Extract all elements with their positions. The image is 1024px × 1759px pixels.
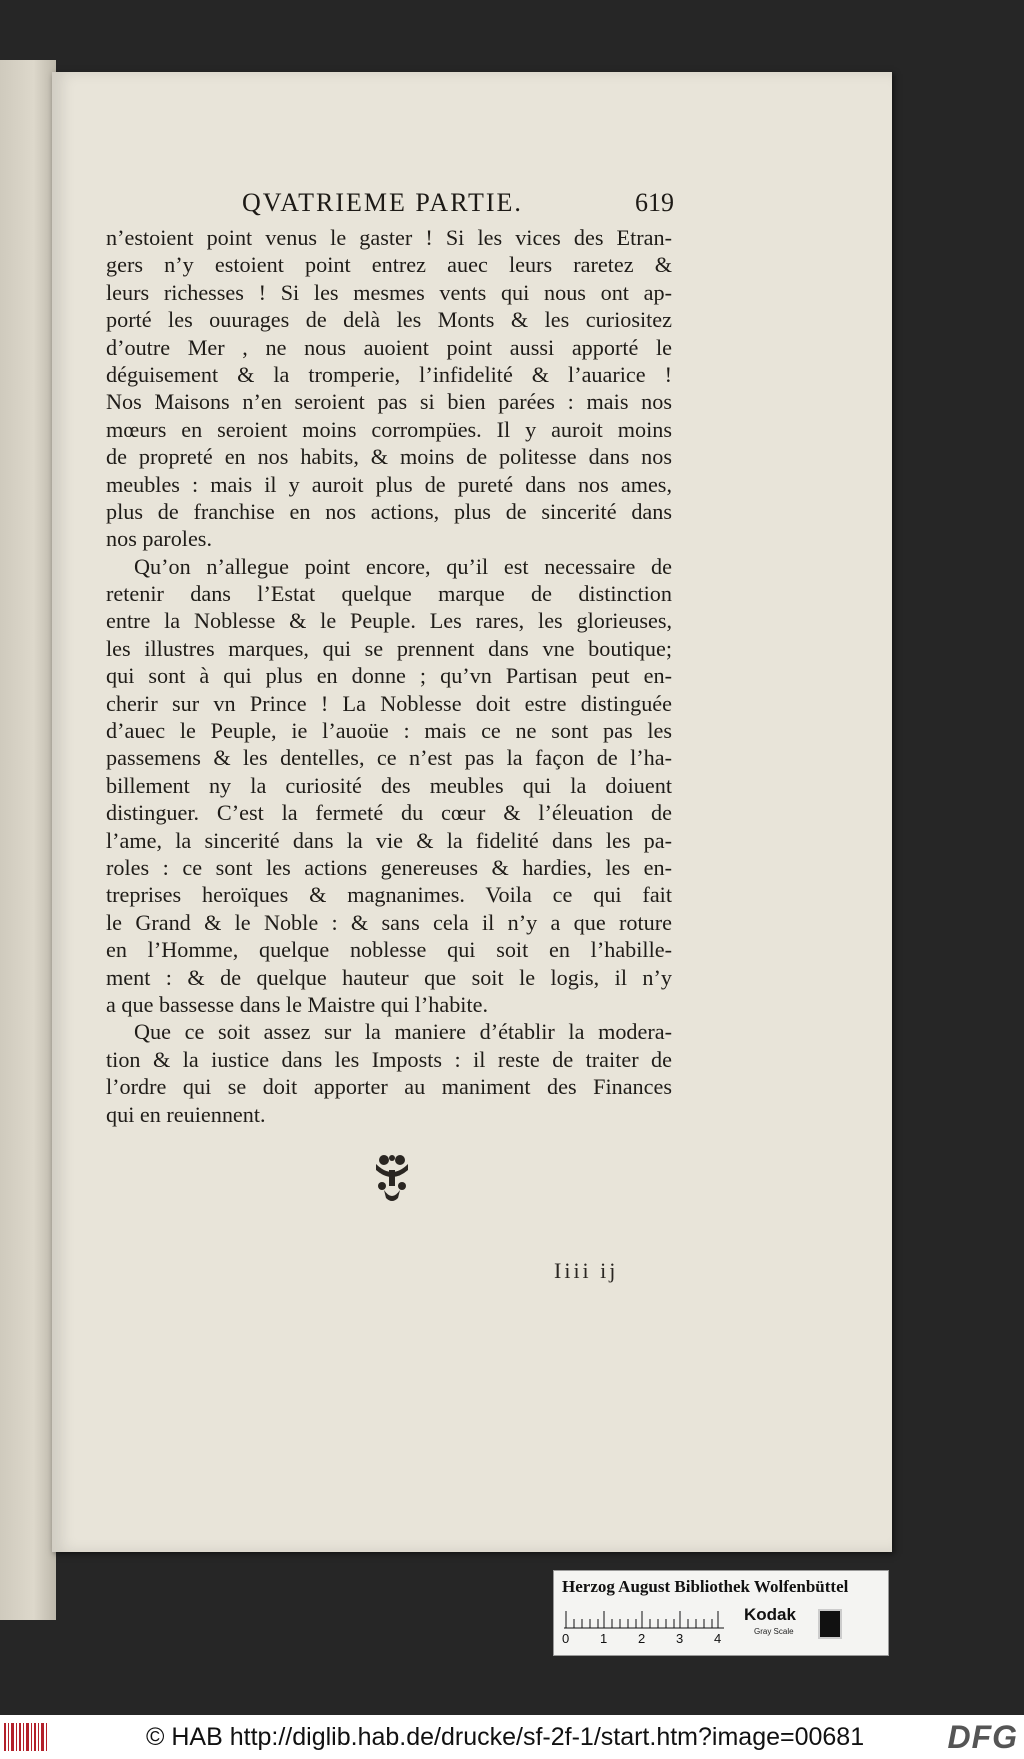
text-line: passemens & les dentelles, ce n’est pas la façon de l’ha- [106,745,672,771]
text-line: distinguer. C’est la fermeté du cœur & l’éleuation de [106,800,672,826]
scale-number: 0 [562,1631,570,1646]
text-line: retenir dans l’Estat quelque marque de distinction [106,581,672,607]
text-line: plus de franchise en nos actions, plus de sincerité dans [106,498,672,524]
text-line: nos paroles. [106,526,212,552]
footer-bar [0,1715,1024,1759]
text-line: gers n’y estoient point entrez auec leurs raretez & [106,252,672,278]
scale-number: 3 [676,1631,684,1646]
text-line: le Grand & le Noble : & sans cela il n’y a que roture [106,909,672,935]
scale-number: 1 [600,1631,608,1646]
ruler-scale [564,1607,724,1629]
scale-number: 4 [714,1631,722,1646]
barcode-icon [4,1723,48,1751]
text-line: ment : & de quelque hauteur que soit le logis, il n’y [106,964,672,990]
page-number: 619 [635,188,674,217]
text-line: d’auec le Peuple, ie l’auoüe : mais ce ne sont pas les [106,718,672,744]
text-line: de propreté en nos habits, & moins de politesse dans nos [106,444,672,470]
text-line: déguisement & la tromperie, l’infidelité & l’auarice ! [106,361,672,387]
text-line: treprises heroïques & magnanimes. Voila ce qui fait [106,882,672,908]
text-line: d’outre Mer , ne nous auoient point aussi apporté le [106,334,672,360]
text-line: qui en reuiennent. [106,1101,266,1127]
running-title: QVATRIEME PARTIE. [242,188,523,217]
running-head [238,188,674,222]
text-line: mœurs en seroient moins corrompües. Il y auroit moins [106,416,672,442]
dfg-logo: DFG [947,1719,1018,1755]
card-library-name: Herzog August Bibliothek Wolfenbüttel [562,1577,849,1596]
signature-mark: Iiii ij [554,1258,619,1283]
body-text [106,224,672,1128]
text-line: l’ame, la sincerité dans la vie & la fidelité dans les pa- [106,827,672,853]
previous-page-edge [0,60,56,1620]
text-line: billement ny la curiosité des meubles qui la doiuent [106,772,672,798]
text-line: n’estoient point venus le gaster ! Si les vices des Etran- [106,225,672,250]
text-line: porté les ouurages de delà les Monts & les curiositez [106,307,672,333]
text-line: a que bassesse dans le Maistre qui l’habite. [106,991,489,1017]
paragraph-start: Qu’on n’allegue point encore, qu’il est necessaire de [134,553,672,579]
footer-credit-link[interactable]: © HAB http://diglib.hab.de/drucke/sf-2f-1/start.htm?image=00681 [146,1723,865,1751]
kodak-label: Kodak [744,1605,796,1624]
text-line: meubles : mais il y auroit plus de pureté dans nos ames, [106,471,672,497]
fleuron-ornament-icon [364,1150,420,1206]
text-line: roles : ce sont les actions genereuses & hardies, les en- [106,854,672,880]
text-line: tion & la iustice dans les Imposts : il reste de traiter de [106,1046,672,1072]
text-line: cherir sur vn Prince ! La Noblesse doit estre distinguée [106,690,672,716]
gray-scale-label: Gray Scale [754,1627,794,1636]
text-line: qui sont à qui plus en donne ; qu’vn Partisan peut en- [106,663,672,689]
paragraph-start: Que ce soit assez sur la maniere d’établir la modera- [134,1019,672,1045]
black-swatch [818,1609,842,1639]
text-line: l’ordre qui se doit apporter au maniment des Finances [106,1074,672,1100]
color-calibration-card [553,1570,889,1656]
text-line: en l’Homme, quelque noblesse qui soit en l’habille- [106,937,672,963]
text-line: leurs richesses ! Si les mesmes vents qui nous ont ap- [106,279,672,305]
text-line: les illustres marques, qui se prennent dans vne boutique; [106,635,672,661]
text-line: entre la Noblesse & le Peuple. Les rares, les glorieuses, [106,608,672,634]
text-line: Nos Maisons n’en seroient pas si bien parées : mais nos [106,389,672,415]
scale-number: 2 [638,1631,646,1646]
